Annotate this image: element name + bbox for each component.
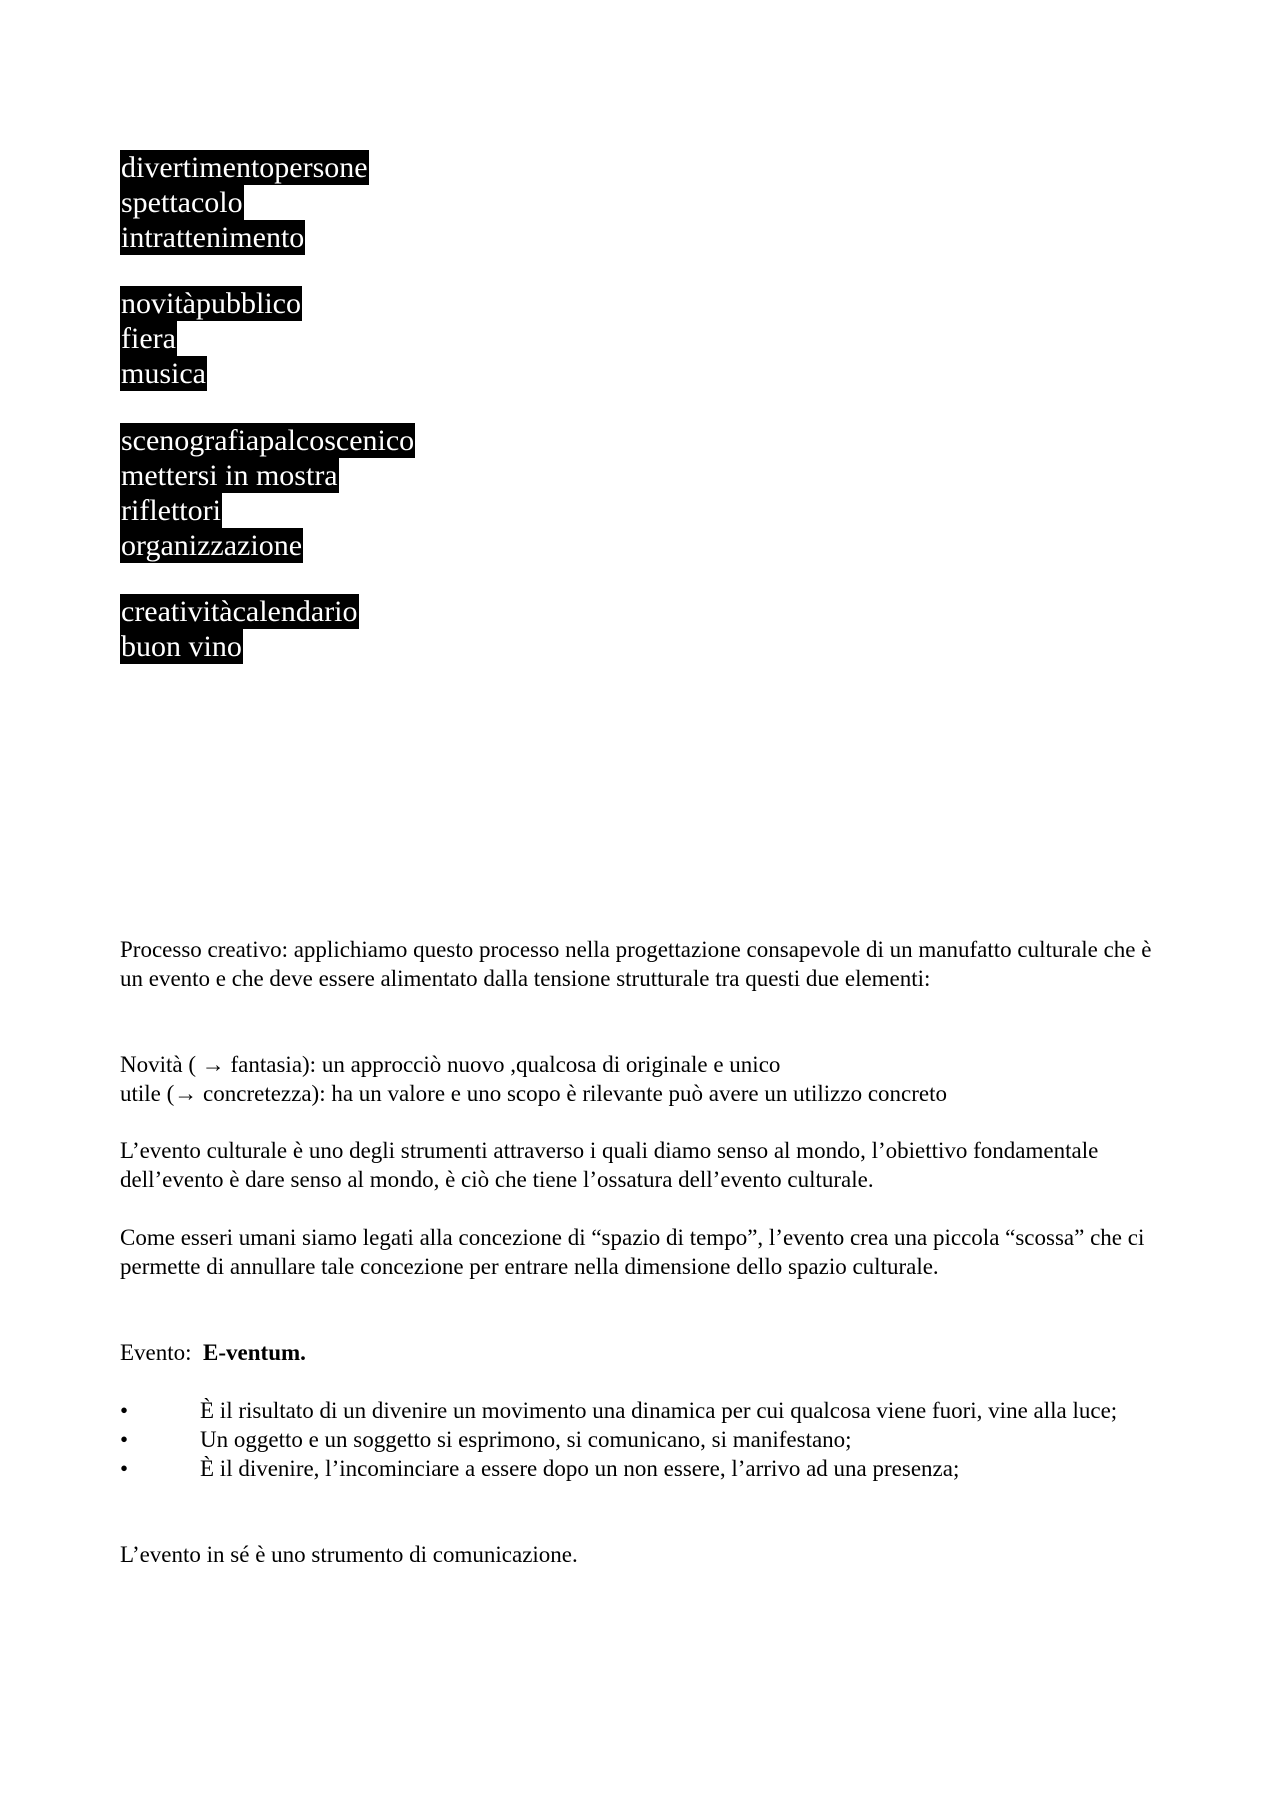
keyword-line: spettacolo [121,186,243,219]
paragraph-novita-utile [120,1050,1160,1108]
keyword-group-2 [120,286,302,391]
bullet-list [120,1396,1160,1483]
list-item-text: È il risultato di un divenire un movimento una dinamica per cui qualcosa viene fuori, vine alla luce; [200,1398,1118,1423]
keyword-line: novitàpubblico [121,287,301,320]
bullet-icon: • [120,1398,129,1423]
evento-culturale-text: L’evento culturale è uno degli strumenti attraverso i quali diamo senso al mondo, l’obiettivo fondamentale dell’evento è dare senso al mondo, è ciò che tiene l’ossatura dell’evento culturale. [120,1138,1099,1192]
paragraph-evento-definition [120,1338,1160,1367]
esseri-umani-text: Come esseri umani siamo legati alla concezione di “spazio di tempo”, l’evento crea una piccola “scossa” che ci permette di annullare tale concezione per entrare nella dimensione dello spazio culturale. [120,1225,1145,1279]
keyword-group-4 [120,594,359,664]
keyword-line: creativitàcalendario [121,595,358,628]
novita-text: Novità ( → fantasia): un approcciò nuovo ,qualcosa di originale e unico [120,1052,781,1077]
list-item [120,1454,1160,1483]
keyword-group-1 [120,150,369,255]
keyword-line: scenografiapalcoscenico [121,424,415,457]
keyword-group-3 [120,423,415,563]
list-item [120,1396,1160,1425]
keyword-line: riflettori [121,494,221,527]
list-item [120,1425,1160,1454]
paragraph-processo [120,935,1160,993]
keyword-line: divertimentopersone [121,151,368,184]
utile-text: utile (→ concretezza): ha un valore e uno scopo è rilevante può avere un utilizzo concreto [120,1081,947,1106]
keyword-line: intrattenimento [121,221,305,254]
processo-text: Processo creativo: applichiamo questo processo nella progettazione consapevole di un manufatto culturale che è un evento e che deve essere alimentato dalla tensione strutturale tra questi due elementi: [120,937,1152,991]
list-item-text: È il divenire, l’incominciare a essere dopo un non essere, l’arrivo ad una presenza; [200,1456,960,1481]
list-item-text: Un oggetto e un soggetto si esprimono, si comunicano, si manifestano; [200,1427,852,1452]
bullet-icon: • [120,1456,129,1481]
paragraph-esseri-umani [120,1223,1160,1281]
paragraph-conclusione [120,1540,1160,1569]
keyword-line: mettersi in mostra [121,459,338,492]
paragraph-evento-culturale [120,1136,1160,1194]
evento-term: E-ventum. [203,1340,306,1365]
conclusione-text: L’evento in sé è uno strumento di comunicazione. [120,1542,578,1567]
keyword-line: musica [121,357,206,390]
bullet-icon: • [120,1427,129,1452]
keyword-line: buon vino [121,630,242,663]
keyword-line: fiera [121,322,176,355]
keyword-line: organizzazione [121,529,303,562]
evento-label: Evento: [120,1340,192,1365]
